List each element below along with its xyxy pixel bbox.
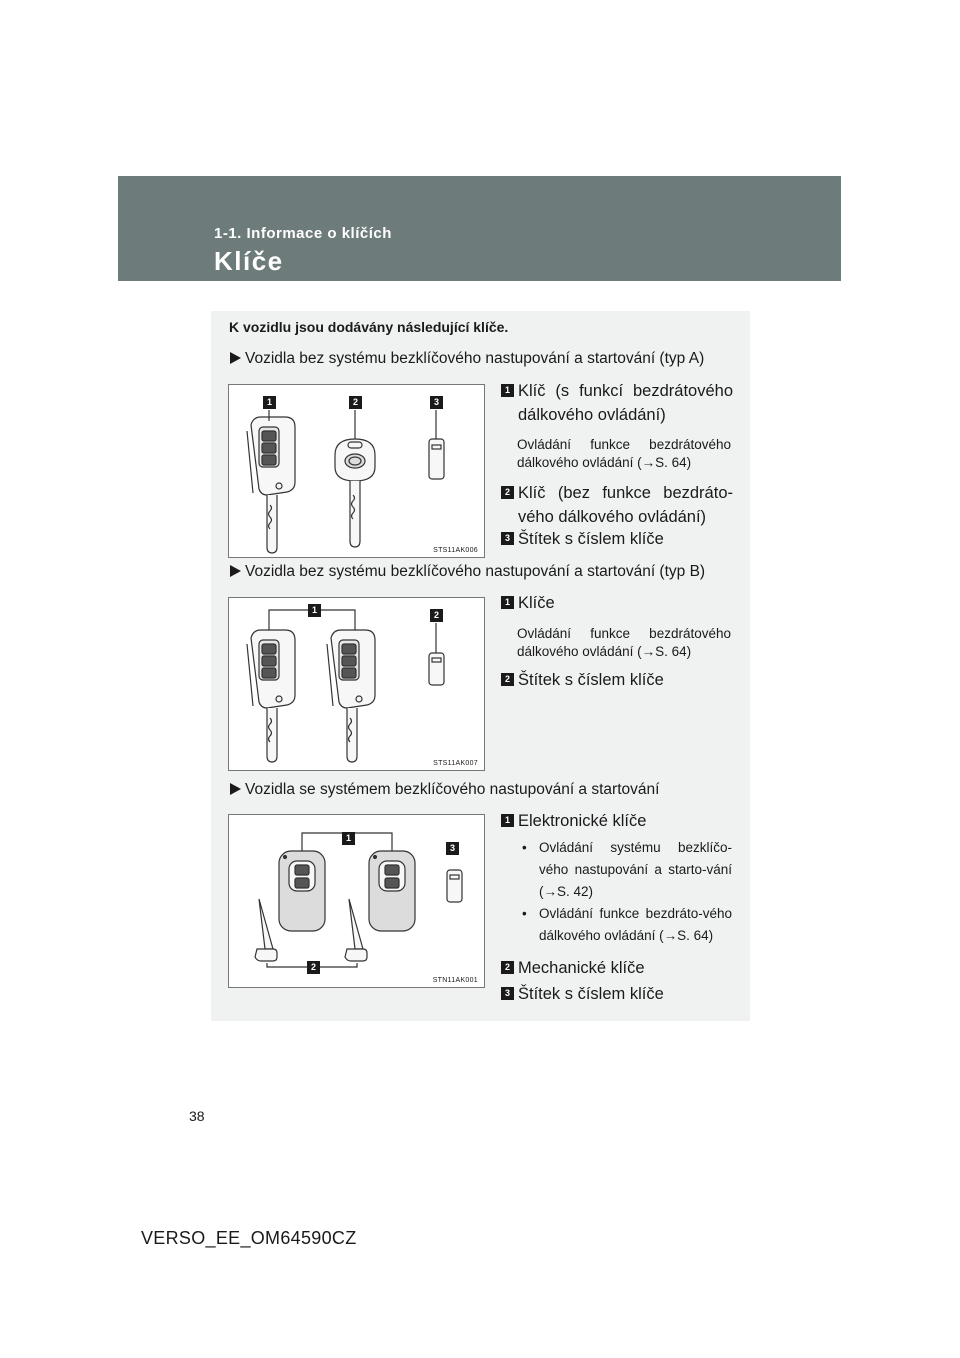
image-label: 3: [430, 396, 443, 409]
image-label: 3: [446, 842, 459, 855]
case-b-item-2: 2 Štítek s číslem klíče: [501, 668, 733, 692]
image-label: 2: [307, 961, 320, 974]
case-b-heading: Vozidla bez systému bezklíčového nastupování a startování (typ B): [230, 563, 705, 581]
case-a-heading: Vozidla bez systému bezklíčového nastupování a startování (typ A): [230, 350, 704, 368]
intro-text: K vozidlu jsou dodávány následující klíče.: [229, 319, 509, 335]
image-label: 1: [308, 604, 321, 617]
case-a-item-2: 2 Klíč (bez funkce bezdráto-vého dálkového ovládání): [501, 481, 733, 529]
case-a-item-1: 1 Klíč (s funkcí bezdrátového dálkového ovládání): [501, 379, 733, 427]
case-a-item-3: 3 Štítek s číslem klíče: [501, 527, 733, 551]
case-b-item-1: 1 Klíče: [501, 591, 733, 615]
triangle-bullet-icon: [230, 352, 241, 364]
image-code: STN11AK001: [432, 977, 478, 984]
case-b-note: Ovládání funkce bezdrátového dálkového ovládání (→S. 64): [517, 626, 731, 659]
key-illustration-b: [229, 598, 484, 770]
case-c-bullets: [519, 837, 732, 947]
triangle-bullet-icon: [230, 783, 241, 795]
document-id: VERSO_EE_OM64590CZ: [141, 1228, 357, 1248]
item-number-badge: 2: [501, 486, 514, 499]
image-label: 2: [349, 396, 362, 409]
image-label: 1: [263, 396, 276, 409]
case-a-note: Ovládání funkce bezdrátového dálkového ovládání (→S. 64): [517, 437, 731, 470]
triangle-bullet-icon: [230, 565, 241, 577]
item-number-badge: 3: [501, 987, 514, 1000]
item-number-badge: 1: [501, 596, 514, 609]
illustration-case-b: [228, 597, 485, 771]
key-illustration-a: [229, 385, 484, 557]
image-label: 2: [430, 609, 443, 622]
image-code: STS11AK007: [433, 760, 478, 767]
image-label: 1: [342, 832, 355, 845]
illustration-case-a: [228, 384, 485, 558]
bullet-item: • Ovládání systému bezklíčo-vého nastupování a starto-vání (→S. 42): [519, 837, 732, 903]
page-number: 38: [189, 1108, 205, 1124]
case-c-item-2: 2 Mechanické klíče: [501, 956, 733, 980]
case-c-item-3: 3 Štítek s číslem klíče: [501, 982, 733, 1006]
item-number-badge: 1: [501, 384, 514, 397]
case-c-heading: Vozidla se systémem bezklíčového nastupování a startování: [230, 781, 659, 799]
bullet-item: • Ovládání funkce bezdráto-vého dálkového ovládání (→S. 64): [519, 903, 732, 947]
key-illustration-c: [229, 815, 484, 987]
item-number-badge: 2: [501, 961, 514, 974]
illustration-case-c: [228, 814, 485, 988]
chapter-header: [118, 176, 841, 281]
image-code: STS11AK006: [433, 547, 478, 554]
item-number-badge: 2: [501, 673, 514, 686]
case-c-item-1: 1 Elektronické klíče: [501, 809, 733, 833]
item-number-badge: 1: [501, 814, 514, 827]
item-number-badge: 3: [501, 532, 514, 545]
page-title: Klíče: [214, 246, 284, 276]
section-title: 1-1. Informace o klíčích: [214, 225, 392, 242]
